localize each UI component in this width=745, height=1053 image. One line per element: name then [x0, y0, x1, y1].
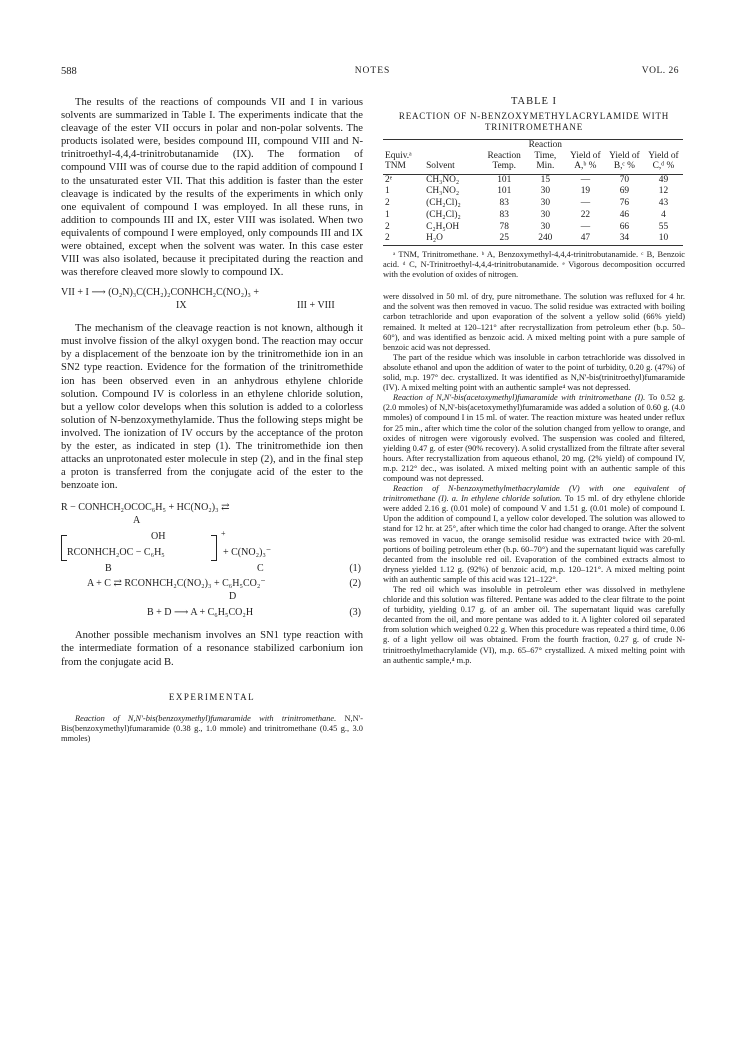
eq-number-3: (3) — [349, 606, 361, 618]
mechanism-scheme — [61, 502, 363, 619]
right-paragraph-3 — [383, 393, 685, 484]
table-cell: 101 — [497, 174, 512, 185]
table-cell: 15 — [540, 174, 550, 185]
paragraph-results: The results of the reactions of compounds VII and I in various solvents are summarized in Table I. The experiments indicate that the cleavage of the ester VII occurs in polar and non-polar solvents. The products isolated were, besides compound III, compound VIII and N-trinitroethyl-4,4,4-trinitrobutanamide (IX). The formation of compound VIII was of course due to the rapid addition of compound I to the unsaturated ester VII. That this addition is faster than the ester cleavage is indicated by the results of the experiments in which only one equivalent of compound I was employed. In all these runs, in addition to compounds III and IX, ester VIII was isolated. When two equivalents of compound I were employed, only compounds III and IX were obtained, except when the solvent was water. In this case ester VIII was also isolated, because it precipitated during the reaction and was therefore cleaved more slowly to compound IX. — [61, 97, 363, 279]
table-cell: 1 — [385, 209, 390, 220]
table-cell: (CH₂Cl)₂ — [426, 209, 461, 220]
table-cell: 25 — [499, 233, 509, 244]
table-footnote: ᵃ TNM, Trinitromethane. ᵇ A, Benzoxymethyl-4,4,4-trinitrobutanamide. ᶜ B, Benzoic acid. ᵈ C, N-Trinitroethyl-4,4,4-trinitrobutanamide. ᵉ Vigorous decomposition occurred with the evolution of oxides of nitrogen. — [383, 250, 685, 280]
results-table — [383, 139, 683, 246]
table-row — [383, 186, 683, 198]
table-cell: 4 — [661, 209, 666, 220]
right-paragraph-2: The part of the residue which was insoluble in carbon tetrachloride was dissolved in absolute ethanol and upon the addition of water to the point of turbidity, 0.20 g. (47%) of solid, m.p. 197° dec. crystallized. It was identified as N,N'-bis(trinitroethyl)fumaramide (IV). A mixed melting point with an authentic sample⁴ was not depressed. — [383, 352, 685, 393]
table-cell: 69 — [619, 186, 630, 197]
table-cell: 12 — [658, 186, 669, 197]
table-cell: 55 — [658, 221, 669, 232]
mech-label-C: C — [257, 563, 264, 575]
volume-label: VOL. 26 — [641, 66, 679, 76]
right-paragraph-4 — [383, 484, 685, 585]
table-cell: C₂H₅OH — [426, 221, 460, 232]
eq-number-2: (2) — [349, 578, 361, 590]
mech-label-A: A — [133, 514, 141, 526]
mech-label-D: D — [229, 590, 237, 602]
right-paragraph-1: were dissolved in 50 ml. of dry, pure nitromethane. The solution was refluxed for 4 hr. and the solvent was then removed in vacuo. The solid residue was extracted with boiling carbon tetrachloride and upon evaporation of the solvent a yellow solid (66% yield) remained. It melted at 120–121° after recrystallization from petroleum ether (b.p. 50–60°), and was identified as benzoic acid. A mixed melting point with a pure sample of benzoic acid was not depressed. — [383, 292, 685, 352]
section-heading-experimental: EXPERIMENTAL — [168, 691, 256, 702]
equation-labels — [61, 300, 363, 312]
col-header: Yield of A,ᵇ % — [570, 150, 601, 171]
mech-line-3-text: A + C ⇄ RCONHCH₂C(NO₂)₃ + C₆H₅CO₂⁻ — [87, 578, 266, 590]
table-cell: 1 — [385, 186, 390, 197]
table-cell: 30 — [540, 186, 550, 197]
table-cell: 30 — [540, 209, 550, 220]
table-row — [383, 233, 683, 245]
page-header — [0, 66, 745, 80]
table-cell: 2ᵉ — [385, 174, 393, 185]
table-cell: — — [580, 174, 591, 185]
table-cell: 66 — [619, 221, 630, 232]
table-cell: (CH₂Cl)₂ — [426, 198, 461, 209]
table-cell: CH₃NO₂ — [426, 186, 460, 197]
table-cell: 10 — [658, 233, 669, 244]
table-cell: H₂O — [426, 233, 443, 244]
label-III-VIII: III + VIII — [297, 299, 335, 311]
table-body — [383, 174, 683, 246]
table-cell: 46 — [619, 209, 630, 220]
table-cell: 2 — [385, 221, 390, 232]
right-text-3: To 0.52 g. (2.0 mmoles) of N,N'-bis(acetoxymethyl)fumaramide was added a solution of 0.60 g. (4.0 mmoles) of compound I in 15 ml. of water. The reaction mixture was heated under reflux for 25 min., after which time the color of the solution changed from yellow to orange, and oxides of nitrogen were vigorously evolved. The suspension was cooled and filtered, yielding 0.47 g. of ester (90% recovery). A solid crystallized from the filtrate after several hours. After recrystallization from aqueous ethanol, 20 mg. (2% yield) of compound IV, m.p. 212° dec., was isolated. A mixed melting point with an authentic sample of this compound was not depressed. — [383, 393, 686, 483]
table-cell: 2 — [385, 233, 390, 244]
col-header: Reaction Temp. — [487, 150, 521, 171]
mech-labels-BC — [61, 563, 363, 576]
table-subtitle: REACTION OF N-BENZOXYMETHYLACRYLAMIDE WITH TRINITROMETHANE — [398, 111, 670, 132]
running-head: NOTES — [354, 66, 391, 76]
col-header: Solvent — [426, 161, 455, 171]
table-cell: 78 — [499, 221, 509, 232]
table-cell: 43 — [658, 198, 669, 209]
col-header: Yield of B,ᶜ % — [609, 150, 640, 171]
mech-B-body: RCONHCH₂OC − C₆H₅ — [67, 547, 165, 559]
table-row — [383, 198, 683, 210]
right-column — [383, 96, 685, 666]
mech-label-B: B — [105, 563, 112, 575]
paragraph-mechanism: The mechanism of the cleavage reaction is not known, although it must involve fission of the alkyl oxygen bond. The reaction may occur by a displacement of the benzoate ion by the trinitromethide ion in an SN2 type reaction. Evidence for the formation of the trinitromethide ion has been observed even in an anhydrous ethylene chloride solution. Compound IV is colorless in an ethylene chloride solution, but a yellow color develops when this solution is added to a colorless solution of N-benzoxymethylamide. Thus the following steps might be involved. The ionization of IV occurs by the acceptance of the proton by the ester, as indicated in step (1). The trinitromethide ion then attacks an unprotonated ester molecule in step (2), and in the final step a proton is transferred from the conjugate acid of the ester to the benzoate ion. — [61, 323, 363, 492]
mech-plus: + — [221, 529, 226, 539]
col-header: Equiv.ᵃ TNM — [385, 150, 412, 171]
experimental-text-1: N,N'-Bis(benzoxymethyl)fumaramide (0.38 g., 1.0 mmole) and trinitromethane (0.45 g., 3.0 mmoles) — [61, 713, 363, 743]
table-cell: 19 — [580, 186, 591, 197]
table-row — [383, 210, 683, 222]
table-cell: CH₃NO₂ — [426, 174, 460, 185]
right-paragraph-5: The red oil which was insoluble in petroleum ether was dissolved in methylene chloride and this solution was filtered. Pentane was added to the clear filtrate to the point of turbidity, yielding 0.17 g. of an amber oil. The supernatant liquid was carefully decanted from the oil, and more pentane was added to it. A lighter colored oil separated from solution which weighed 0.22 g. When this procedure was repeated a third time, 0.06 g. of a light yellow oil was obtained. From the fourth fraction, 0.27 g. of crude N-trinitroethylmethacrylamide (VI), m.p. 65–67° crystallized. A mixed melting point with an authentic sample,⁴ m.p. — [383, 585, 685, 665]
left-column — [61, 96, 363, 744]
table-cell: 83 — [499, 209, 509, 220]
equation-line: VII + I ⟶ (O₂N)₃C(CH₂)₂CONHCH₂C(NO₂)₃ + — [61, 287, 260, 299]
label-IX: IX — [176, 299, 187, 311]
table-caption: TABLE I — [510, 96, 558, 107]
right-title-3: Reaction of N,N'-bis(acetoxymethyl)fumaramide with trinitromethane (I). — [393, 393, 646, 403]
equation-cleavage — [61, 287, 363, 312]
col-header: Yield of C,ᵈ % — [648, 150, 679, 171]
right-bracket — [211, 535, 217, 561]
mech-OH: OH — [151, 531, 166, 543]
table-cell: — — [580, 221, 591, 232]
table-row — [383, 222, 683, 234]
col-header: Reaction Time, Min. — [528, 140, 562, 171]
mech-line-4 — [61, 607, 363, 619]
table-cell: 2 — [385, 198, 390, 209]
mech-line-4-text: B + D ⟶ A + C₆H₅CO₂H — [147, 606, 254, 618]
table-cell: 101 — [497, 186, 512, 197]
mech-B-tail: + C(NO₂)₃⁻ — [223, 547, 272, 559]
right-text-4: To 15 ml. of dry ethylene chloride were added 2.16 g. (0.01 mole) of compound V and 1.51 g. (0.01 mole) of compound I. Upon the addition of compound I, a yellow color developed. The solution was allowed to stand for 12 hr. at 25°, after which time the color had changed to orange. After the solvent was removed in vacuo, the orange semisolid residue was extracted twice with 20-ml. portions of boiling petroleum ether (b.p. 60–70°) and the supernatant liquid was carefully decanted from the insoluble red oil. Evaporation of the combined extracts almost to dryness yielded 1.12 g. (92%) of benzoic acid, m.p. 120–121°. A mixed melting point with an authentic sample of this acid was 121–122°. — [383, 494, 685, 584]
mech-line-3 — [61, 578, 363, 590]
page-number: 588 — [61, 66, 77, 77]
table-cell: 47 — [580, 233, 591, 244]
eq-number-1: (1) — [349, 563, 361, 575]
table-row — [383, 174, 683, 186]
table-header — [383, 140, 683, 175]
paragraph-sn1: Another possible mechanism involves an SN1 type reaction with the intermediate formation of a resonance stabilized carbonium ion from the conjugate acid B. — [61, 630, 363, 668]
mech-line-2 — [61, 531, 363, 563]
experimental-continued — [383, 292, 685, 665]
table-cell: — — [580, 198, 591, 209]
right-title-4: Reaction of N-benzoxymethylmethacrylamide (V) with one equivalent of trinitromethane (I). a. In ethylene chloride solution. — [383, 484, 685, 504]
experimental-title-1: Reaction of N,N'-bis(benzoxymethyl)fumaramide with trinitromethane. — [75, 713, 337, 723]
table-cell: 70 — [619, 174, 630, 185]
table-cell: 30 — [540, 198, 550, 209]
mech-line-1: R − CONHCH₂OCOC₆H₅ + HC(NO₂)₃ ⇄ — [61, 502, 230, 514]
experimental-paragraph-1 — [61, 714, 363, 744]
table-cell: 22 — [580, 209, 591, 220]
table-cell: 83 — [499, 198, 509, 209]
table-cell: 240 — [538, 233, 553, 244]
table-cell: 34 — [619, 233, 630, 244]
table-cell: 49 — [658, 174, 669, 185]
table-cell: 30 — [540, 221, 550, 232]
table-cell: 76 — [619, 198, 630, 209]
